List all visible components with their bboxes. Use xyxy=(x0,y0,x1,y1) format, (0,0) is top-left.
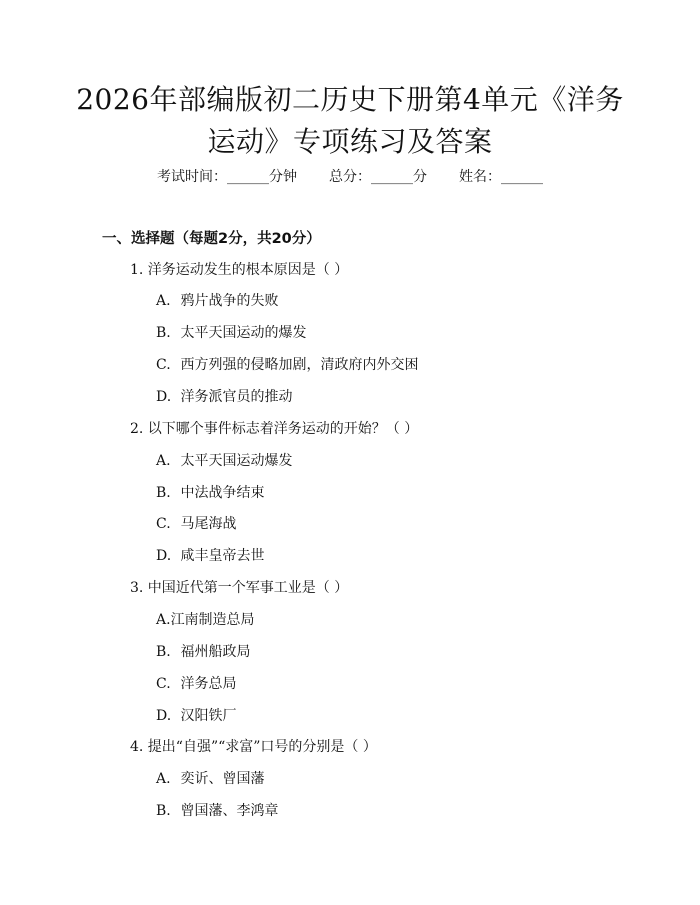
option-letter: B. xyxy=(156,803,171,819)
option-text: 曾国藩、李鸿章 xyxy=(180,803,279,819)
option-text: 福州船政局 xyxy=(180,644,251,660)
option-letter: A. xyxy=(156,612,171,628)
option-text: 洋务总局 xyxy=(180,676,237,692)
option-text: 太平天国运动爆发 xyxy=(180,453,293,469)
option-letter: C. xyxy=(156,676,171,692)
option-text: 江南制造总局 xyxy=(170,612,255,628)
option-letter: D. xyxy=(156,389,172,405)
question-1-option-d xyxy=(156,386,292,408)
option-text: 奕䜣、曾国藩 xyxy=(180,771,265,787)
option-text: 洋务派官员的推动 xyxy=(180,389,293,405)
option-letter: B. xyxy=(156,644,171,660)
option-letter: A. xyxy=(156,453,171,469)
option-letter: C. xyxy=(156,516,171,532)
option-letter: A. xyxy=(156,771,171,787)
option-text: 西方列强的侵略加剧，清政府内外交困 xyxy=(180,357,419,373)
question-4: 4. 提出“自强”“求富”口号的分别是（ ） xyxy=(130,739,377,755)
student-name-field: 姓名：______ xyxy=(459,169,543,185)
section-heading-multiple-choice: 一、选择题（每题2分，共20分） xyxy=(102,231,321,247)
question-2-option-c xyxy=(156,513,236,535)
option-text: 汉阳铁厂 xyxy=(180,708,237,724)
option-text: 中法战争结束 xyxy=(180,485,265,501)
option-letter: D. xyxy=(156,548,172,564)
option-text: 太平天国运动的爆发 xyxy=(180,325,307,341)
question-3-option-a xyxy=(156,609,255,631)
exam-info-line xyxy=(0,166,700,188)
document-title-line-2: 运动》专项练习及答案 xyxy=(207,125,493,158)
question-1-option-c xyxy=(156,354,418,376)
question-2-option-a xyxy=(156,450,292,472)
question-1-option-b xyxy=(156,322,306,344)
total-score-field: 总分：______分 xyxy=(329,169,427,185)
question-2: 2. 以下哪个事件标志着洋务运动的开始？（ ） xyxy=(130,421,419,437)
question-4-option-b xyxy=(156,800,278,822)
exam-time-field: 考试时间：______分钟 xyxy=(157,169,297,185)
option-letter: B. xyxy=(156,485,171,501)
question-2-option-d xyxy=(156,545,264,567)
option-letter: A. xyxy=(156,293,171,309)
question-3-option-b xyxy=(156,641,250,663)
option-letter: B. xyxy=(156,325,171,341)
option-letter: D. xyxy=(156,708,172,724)
option-text: 咸丰皇帝去世 xyxy=(180,548,265,564)
question-3-option-c xyxy=(156,673,236,695)
question-1: 1. 洋务运动发生的根本原因是（ ） xyxy=(130,262,349,278)
option-text: 马尾海战 xyxy=(180,516,237,532)
question-4-option-a xyxy=(156,768,264,790)
question-3: 3. 中国近代第一个军事工业是（ ） xyxy=(130,580,349,596)
option-letter: C. xyxy=(156,357,171,373)
question-2-option-b xyxy=(156,482,264,504)
document-title-line-1: 2026年部编版初二历史下册第4单元《洋务 xyxy=(76,83,624,116)
question-1-option-a xyxy=(156,290,278,312)
question-3-option-d xyxy=(156,705,236,727)
option-text: 鸦片战争的失败 xyxy=(180,293,279,309)
